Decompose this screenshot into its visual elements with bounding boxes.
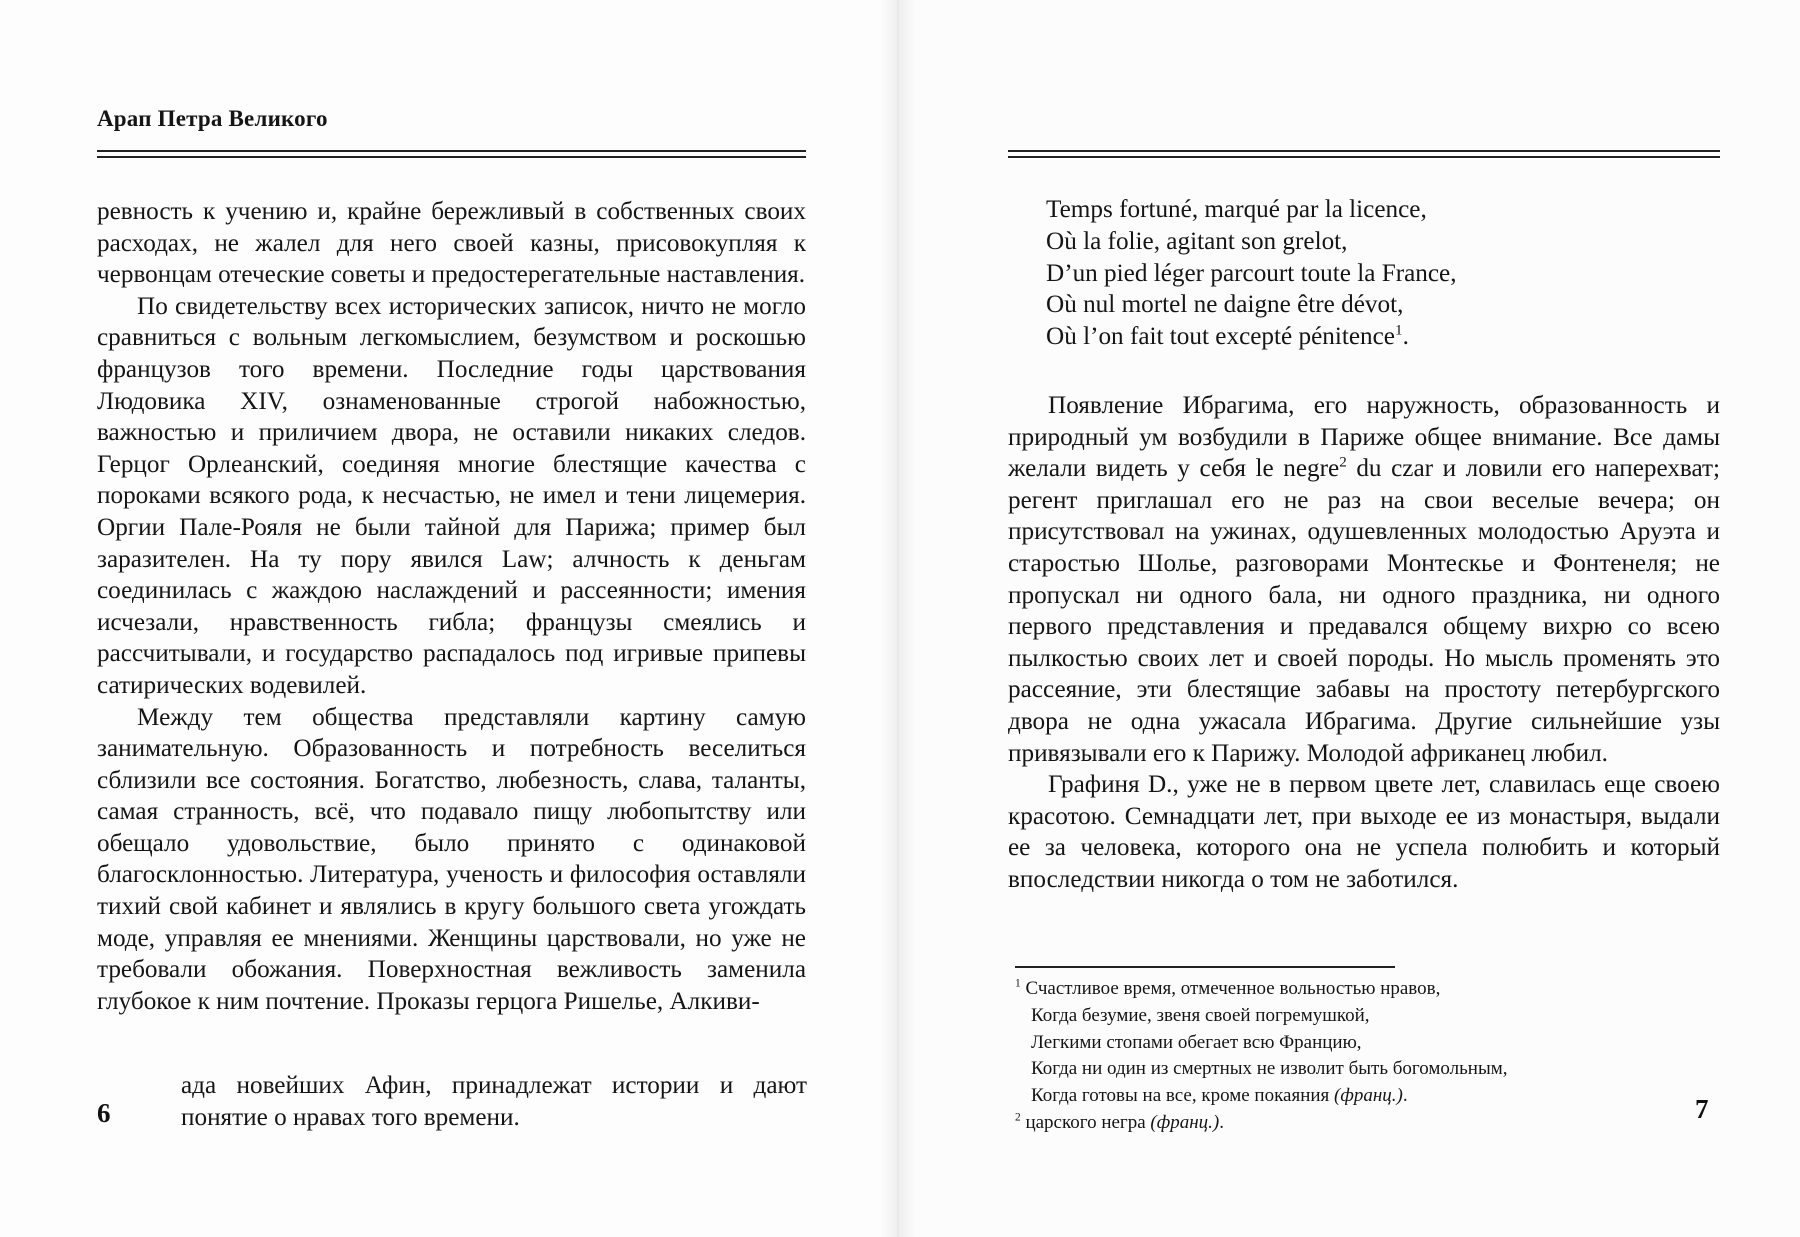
page-number: 7	[1695, 1094, 1709, 1124]
footnote-2	[1015, 1110, 1635, 1137]
footnotes	[1015, 976, 1635, 1137]
running-head: Арап Петра Великого	[97, 106, 328, 131]
footnote-line: Когда ни один из смертных не изволит быть богомольным,	[1031, 1058, 1508, 1080]
verse-line: Où la folie, agitant son grelot,	[1046, 227, 1348, 255]
verse-line: Où nul mortel ne daigne être dévot,	[1046, 291, 1404, 319]
paragraph-part: Появление Ибрагима, его наружность, образованность и природный ум возбудили в Париже общее внимание. Все дамы желали видеть у себя le negre	[1008, 392, 1720, 483]
right-page	[898, 0, 1800, 1237]
paragraph: Между тем общества представляли картину самую занимательную. Образованность и потребность веселиться сблизили все состояния. Богатство, любезность, слава, таланты, самая странность, всё, что подавало пищу любопытству или обещало удовольствие, было принято с одинаковой благосклонностью. Литература, ученость и философия оставляли тихий свой кабинет и являлись в кругу большого света угождать моде, управляя ее мнениями. Женщины царствовали, но уже не требовали обожания. Поверхностная вежливость заменила глубокое к ним почтение. Проказы герцога Ришелье, Алкиви-	[97, 703, 806, 1015]
footnote-mark: 2	[1015, 1111, 1021, 1124]
verse-line: Où l’on fait tout excepté pénitence	[1046, 323, 1395, 351]
paragraph: По свидетельству всех исторических записок, ничто не могло сравниться с вольным легкомыслием, безумством и роскошью французов того времени. Последние годы царствования Людовика XIV, ознаменованные строгой набожностью, важностью и приличием двора, не оставили никаких следов. Герцог Орлеанский, соединяя многие блестящие качества с пороками всякого рода, к несчастью, не имел и тени лицемерия. Оргии Пале-Рояля не были тайной для Парижа; пример был заразителен. На ту пору явился Law; алчность к деньгам соединилась с жаждою наслаждений и рассеянности; имения исчезали, нравственность гибла; французы смеялись и рассчитывали, и государство распадалось под игривые припевы сатирических водевилей.	[97, 292, 806, 699]
footnote-end: .	[1219, 1111, 1224, 1133]
paragraph	[1008, 390, 1720, 769]
footnote-ref: 1	[1395, 322, 1403, 339]
footnote-line-last	[1015, 1083, 1635, 1110]
french-verse	[1046, 194, 1686, 353]
footnote-end: .	[1402, 1085, 1408, 1107]
page-number: 6	[97, 1098, 111, 1128]
footnote-text: царского негра	[1020, 1111, 1151, 1133]
footnote-line: Когда безумие, звеня своей погремушкой,	[1031, 1004, 1370, 1026]
footnote-ref: 2	[1339, 454, 1347, 471]
book-gutter	[880, 0, 916, 1237]
right-body-text	[1008, 390, 1720, 896]
footnote-line: Легкими стопами обегает всю Францию,	[1031, 1031, 1362, 1053]
footnote-line: Когда готовы на все, кроме покаяния	[1031, 1085, 1335, 1107]
paragraph: Графиня D., уже не в первом цвете лет, славилась еще своею красотою. Семнадцати лет, при выходе ее из монастыря, выдали ее за человека, которого она не успела полюбить и который впоследствии никогда о том не заботился.	[1008, 771, 1720, 893]
footnote-line: Счастливое время, отмеченное вольностью нравов,	[1025, 978, 1441, 999]
verse-line: D’un pied léger parcourt toute la France,	[1046, 259, 1457, 287]
footnote-mark: 1	[1015, 977, 1021, 990]
verse-line-last	[1046, 321, 1686, 353]
paragraph-tail: ада новейших Афин, принадлежат истории и дают понятие о нравах того времени.	[181, 1072, 807, 1131]
footnote-lang: (франц.)	[1150, 1111, 1220, 1133]
left-page	[0, 0, 898, 1237]
paragraph: ревность к учению и, крайне бережливый в собственных своих расходах, не жалел для него своей казны, присовокупляя к червонцам отеческие советы и предостерегательные наставления.	[97, 198, 806, 289]
footnote-lang: (франц.)	[1334, 1085, 1403, 1107]
verse-line: Temps fortuné, marqué par la licence,	[1046, 196, 1427, 223]
footnote-1	[1015, 976, 1635, 1003]
header-rule	[1008, 150, 1720, 158]
left-body-text	[97, 196, 806, 1017]
verse-end: .	[1402, 323, 1409, 351]
header-rule	[97, 150, 806, 158]
footnote-rule	[1015, 966, 1395, 968]
paragraph-part: du czar и ловили его наперехват; регент приглашал его не раз на свои веселые вечера; он присутствовал на ужинах, одушевленных молодостью Аруэта и старостью Шолье, разговорами Монтескье и Фонтенеля; не пропускал ни одного бала, ни одного праздника, ни одного первого представления и предавался общему вихрю со всею пылкостью своих лет и своей породы. Но мысль променять это рассеяние, эти блестящие забавы на простоту петербургского двора не одна ужасала Ибрагима. Другие сильнейшие узы привязывали его к Парижу. Молодой африканец любил.	[1008, 455, 1721, 767]
